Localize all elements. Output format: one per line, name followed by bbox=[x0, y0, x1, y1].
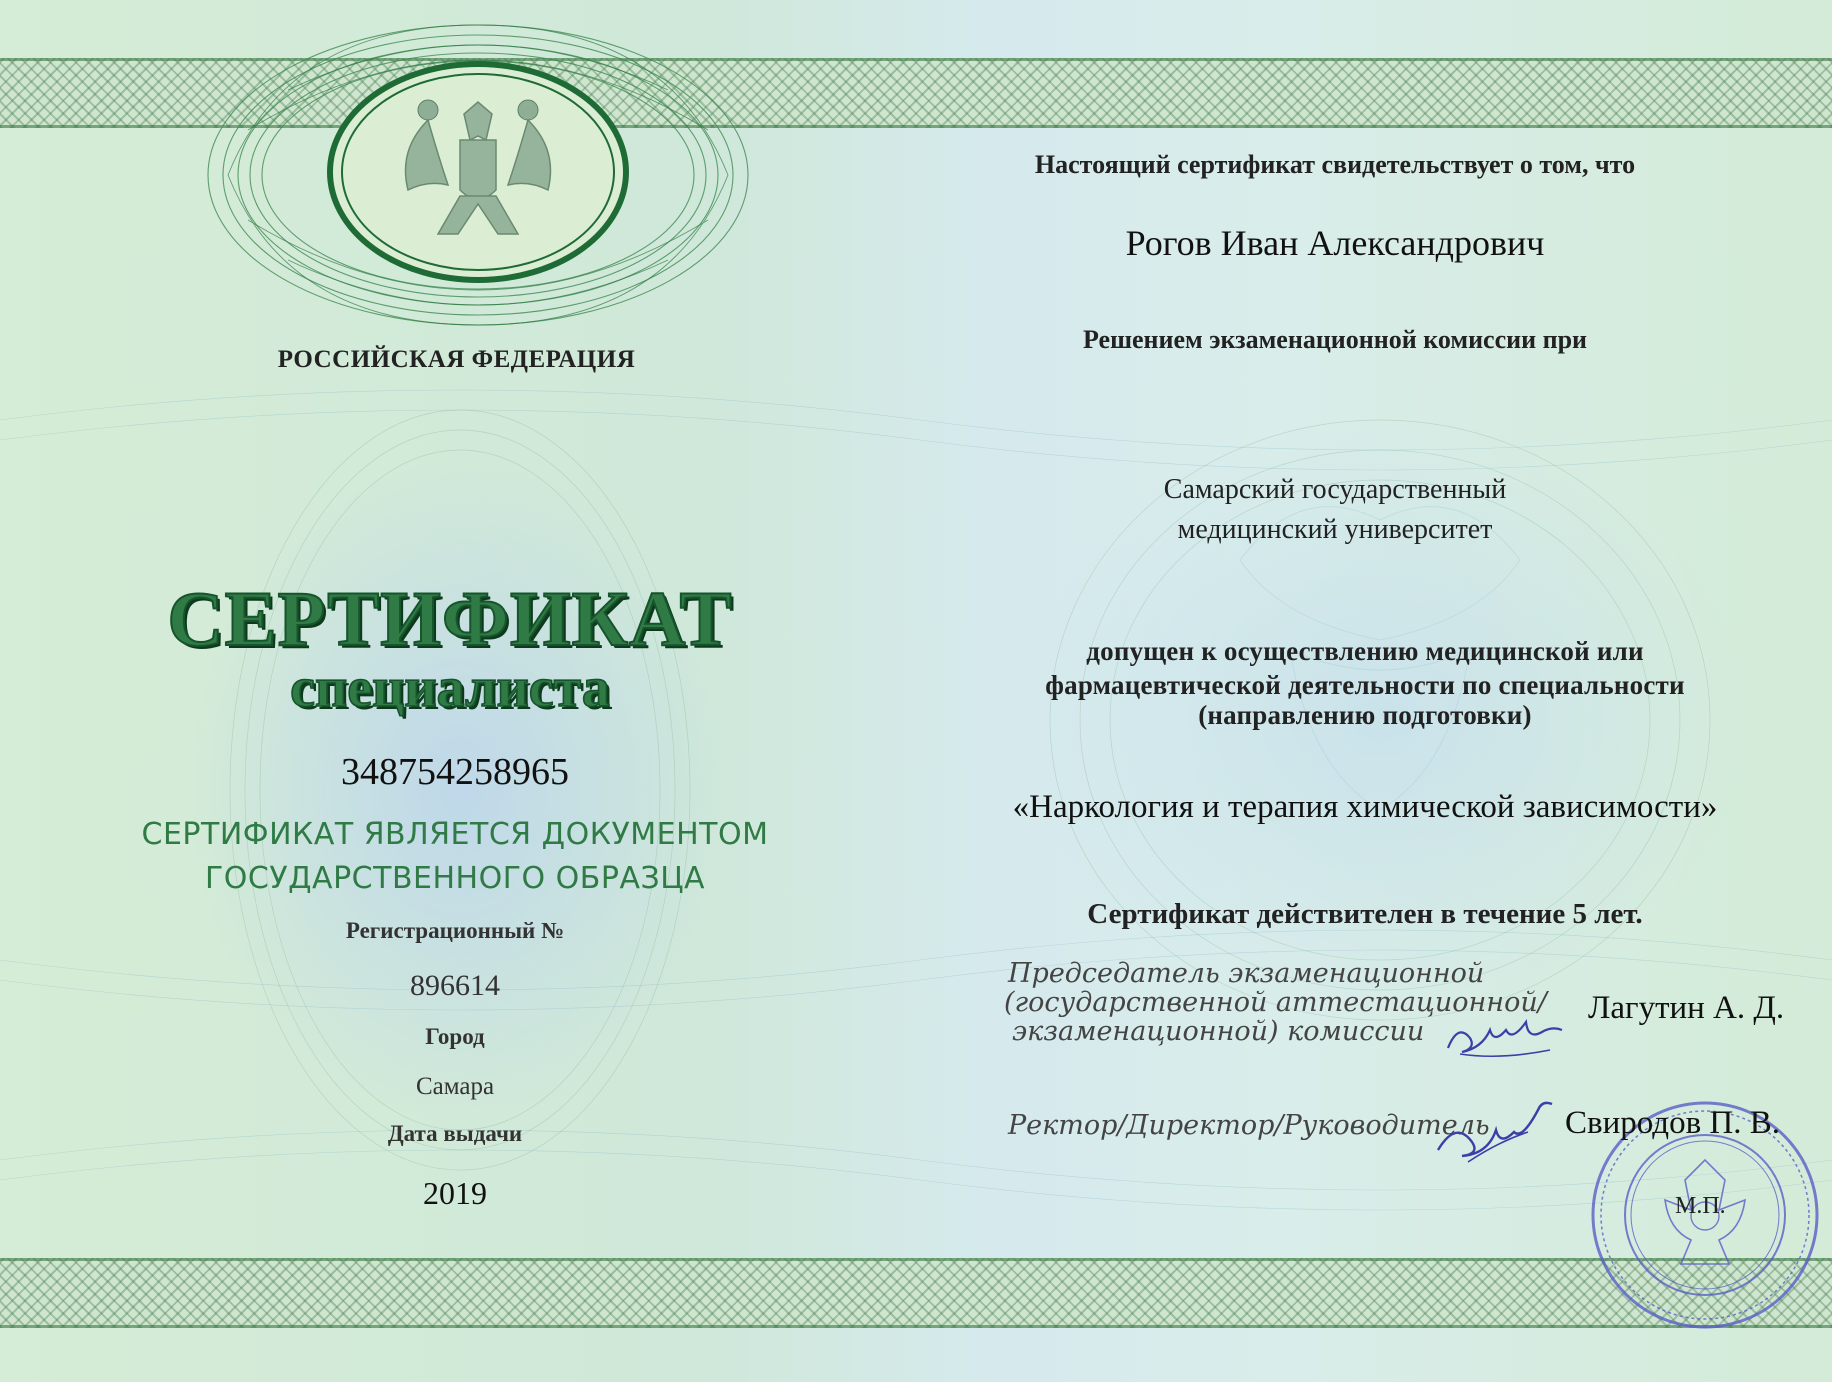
certificate-number: 348754258965 bbox=[341, 751, 569, 793]
rector-title: Ректор/Директор/Руководитель bbox=[1008, 1110, 1490, 1141]
certificate-title: СЕРТИФИКАТ bbox=[167, 575, 733, 662]
state-document-notice-line1: СЕРТИФИКАТ ЯВЛЯЕТСЯ ДОКУМЕНТОМ bbox=[141, 817, 769, 852]
chair-title-line3: экзаменационной) комиссии bbox=[1012, 1016, 1425, 1047]
registration-label: Регистрационный № bbox=[345, 918, 565, 943]
validity-text: Сертификат действителен в течение 5 лет. bbox=[1087, 898, 1643, 930]
city-label: Город bbox=[425, 1024, 485, 1049]
issue-date-value: 2019 bbox=[423, 1175, 487, 1211]
issue-date-label: Дата выдачи bbox=[387, 1121, 523, 1146]
chair-title-line1: Председатель экзаменационной bbox=[1008, 958, 1485, 989]
rector-signature bbox=[1428, 1098, 1568, 1173]
city-value: Самара bbox=[415, 1073, 495, 1100]
admission-text-line1: допущен к осуществлению медицинской или bbox=[1086, 636, 1644, 666]
chair-title-line2: (государственной аттестационной/ bbox=[1004, 987, 1547, 1018]
chair-signature bbox=[1440, 1008, 1570, 1068]
admission-text-line3: (направлению подготовки) bbox=[1198, 700, 1532, 730]
organization-line2: медицинский университет bbox=[1177, 514, 1493, 545]
bottom-ornamental-band bbox=[0, 1258, 1832, 1328]
organization-line1: Самарский государственный bbox=[1163, 474, 1507, 505]
intro-text: Настоящий сертификат свидетельствует о том, что bbox=[1034, 150, 1636, 179]
chair-name: Лагутин А. Д. bbox=[1588, 990, 1785, 1026]
certificate-subtitle: специалиста bbox=[290, 657, 610, 719]
coat-of-arms-emblem bbox=[198, 10, 758, 340]
state-document-notice-line2: ГОСУДАРСТВЕННОГО ОБРАЗЦА bbox=[204, 861, 706, 896]
rector-name: Свиродов П. В. bbox=[1565, 1105, 1781, 1141]
country-name: РОССИЙСКАЯ ФЕДЕРАЦИЯ bbox=[277, 346, 636, 373]
specialty-name: «Наркология и терапия химической зависимости» bbox=[1012, 789, 1718, 825]
holder-name: Рогов Иван Александрович bbox=[1125, 223, 1545, 263]
admission-text-line2: фармацевтической деятельности по специальности bbox=[1045, 670, 1685, 700]
seal-mark: М.П. bbox=[1675, 1193, 1726, 1219]
registration-number: 896614 bbox=[410, 969, 500, 1002]
commission-decision-text: Решением экзаменационной комиссии при bbox=[1082, 325, 1588, 354]
